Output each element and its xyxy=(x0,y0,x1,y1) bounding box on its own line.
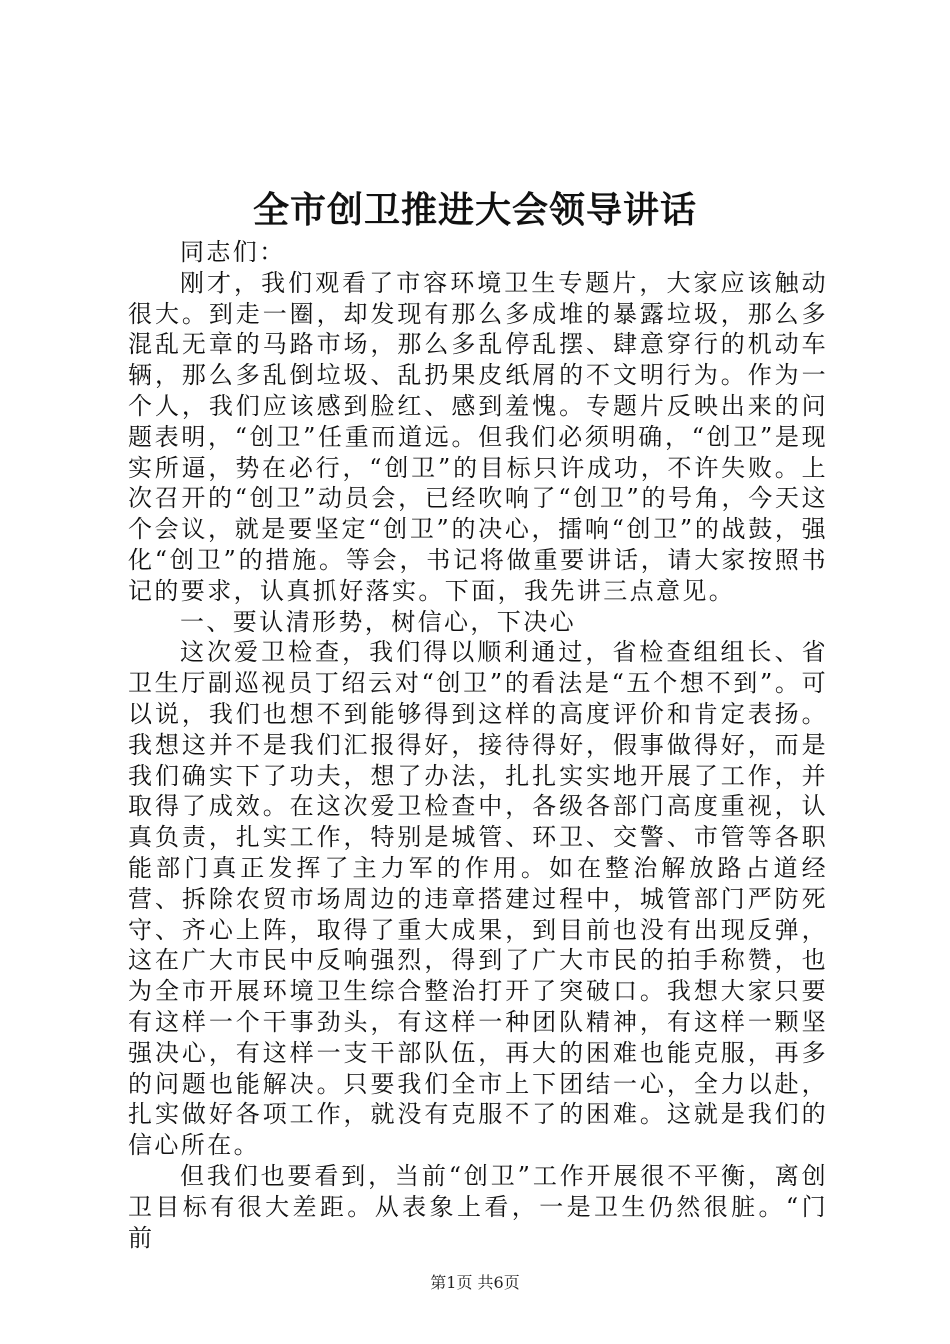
section-heading-1: 一、要认清形势，树信心，下决心 xyxy=(180,607,576,636)
paragraph-intro: 刚才，我们观看了市容环境卫生专题片，大家应该触动很大。到走一圈，却发现有那么多成堆的暴露垃圾，那么多混乱无章的马路市场，那么多乱停乱摆、肆意穿行的机动车辆，那么多乱倒垃圾、乱扔果皮纸屑的不文明行为。作为一个人，我们应该感到脸红、感到羞愧。专题片反映出来的问题表明，“创卫”任重而道远。但我们必须明确，“创卫”是现实所逼，势在必行，“创卫”的目标只许成功，不许失败。上次召开的“创卫”动员会，已经吹响了“创卫”的号角，今天这个会议，就是要坚定“创卫”的决心，擂响“创卫”的战鼓，强化“创卫”的措施。等会，书记将做重要讲话，请大家按照书记的要求，认真抓好落实。下面，我先讲三点意见。 xyxy=(128,268,828,605)
paragraph-gap: 但我们也要看到，当前“创卫”工作开展很不平衡，离创卫目标有很大差距。从表象上看，一是卫生仍然很脏。“门前 xyxy=(128,1161,828,1252)
salutation: 同志们： xyxy=(180,238,286,266)
document-body xyxy=(128,237,828,1253)
document-title: 全市创卫推进大会领导讲话 xyxy=(252,189,697,231)
page-indicator: 第1页 共6页 xyxy=(430,1273,520,1292)
paragraph-inspection: 这次爱卫检查，我们得以顺利通过，省检查组组长、省卫生厅副巡视员丁绍云对“创卫”的看法是“五个想不到”。可以说，我们也想不到能够得到这样的高度评价和肯定表扬。我想这并不是我们汇报得好，接待得好，假事做得好，而是我们确实下了功夫，想了办法，扎扎实实地开展了工作，并取得了成效。在这次爱卫检查中，各级各部门高度重视，认真负责，扎实工作，特别是城管、环卫、交警、市管等各职能部门真正发挥了主力军的作用。如在整治解放路占道经营、拆除农贸市场周边的违章搭建过程中，城管部门严防死守、齐心上阵，取得了重大成果，到目前也没有出现反弹，这在广大市民中反响强烈，得到了广大市民的拍手称赞，也为全市开展环境卫生综合整治打开了突破口。我想大家只要有这样一个干事劲头，有这样一种团队精神，有这样一颗坚强决心，有这样一支干部队伍，再大的困难也能克服，再多的问题也能解决。只要我们全市上下团结一心，全力以赴，扎实做好各项工作，就没有克服不了的困难。这就是我们的信心所在。 xyxy=(128,638,828,1160)
